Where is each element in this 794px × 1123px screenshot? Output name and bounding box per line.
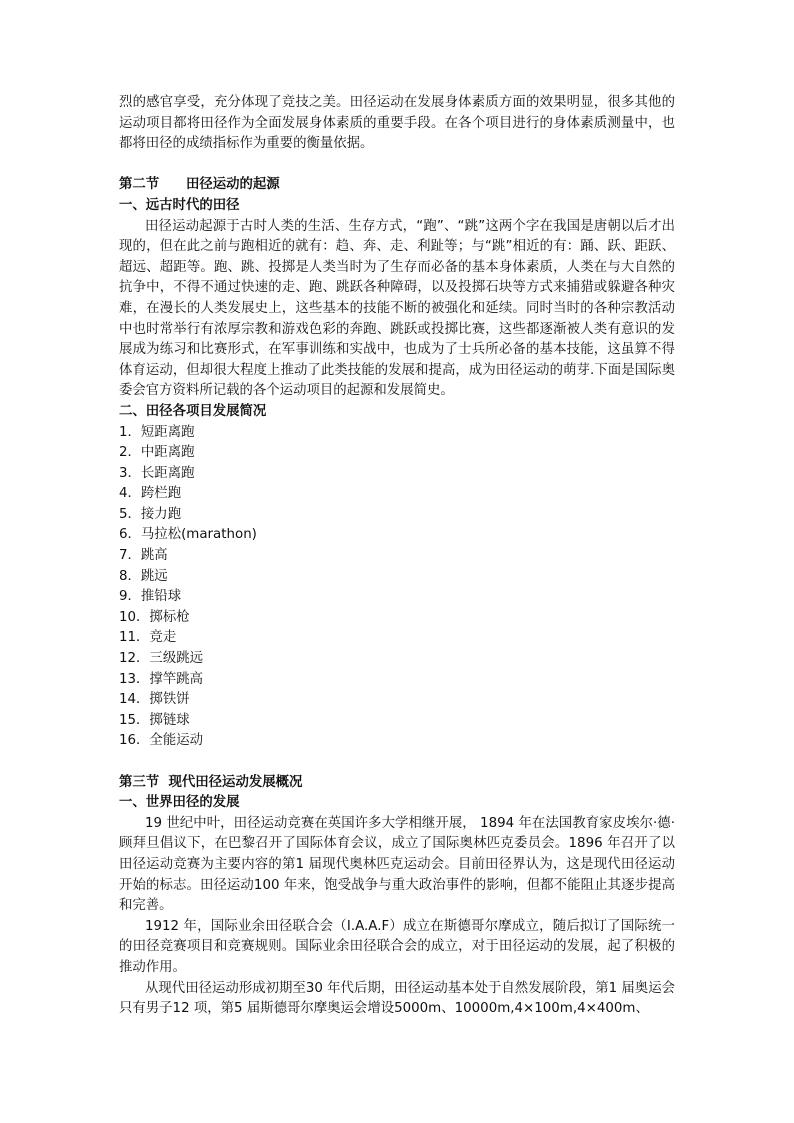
event-list-item: 8．跳远 <box>119 568 168 584</box>
event-list-item: 10．掷标枪 <box>119 609 190 625</box>
event-list-item: 4．跨栏跑 <box>119 486 182 502</box>
event-list-item: 6．马拉松(marathon) <box>119 527 257 543</box>
world-athletics-paragraph-2: 1912 年，国际业余田径联合会（I.A.A.F）成立在斯德哥尔摩成立，随后拟订了国际统一的田径竞赛项目和竞赛规则。国际业余田径联合会的成立，对于田径运动的发展，起了积极的推动作用。 <box>119 918 675 975</box>
event-list-item: 14．掷铁饼 <box>119 692 190 708</box>
event-list-item: 13．撑竿跳高 <box>119 671 203 687</box>
intro-paragraph: 烈的感官享受，充分体现了竞技之美。田径运动在发展身体素质方面的效果明显，很多其他的运动项目都将田径作为全面发展身体素质的重要手段。在各个项目进行的身体素质测量中，也都将田径的成绩指标作为重要的衡量依据。 <box>119 95 675 152</box>
world-athletics-paragraph-3: 从现代田径运动形成初期至30 年代后期，田径运动基本处于自然发展阶段，第1 届奥运会只有男子12 项，第5 届斯德哥尔摩奥运会增设5000m、10000m,4×100m,4×400m、 <box>119 980 675 1017</box>
event-list-item: 1．短距离跑 <box>119 424 195 440</box>
event-list-item: 16．全能运动 <box>119 733 203 749</box>
event-list-item: 3．长距离跑 <box>119 465 195 481</box>
event-list-item: 2．中距离跑 <box>119 445 195 461</box>
event-list-item: 7．跳高 <box>119 548 168 564</box>
section-2-subheading-2: 二、田径各项目发展简况 <box>119 403 267 419</box>
section-3-subheading-1: 一、世界田径的发展 <box>119 795 240 811</box>
section-3-title: 第三节 现代田径运动发展概况 <box>119 774 303 790</box>
event-list-item: 11．竞走 <box>119 630 177 646</box>
event-list-item: 9．推铅球 <box>119 589 182 605</box>
event-list-item: 5．接力跑 <box>119 506 182 522</box>
event-list <box>119 423 675 753</box>
origin-paragraph: 田径运动起源于古时人类的生活、生存方式，“跑”、“跳”这两个字在我国是唐朝以后才出现的，但在此之前与跑相近的就有：趋、奔、走、利趾等；与“跳”相近的有：踊、跃、距跃、超远、超距等。跑、跳、投掷是人类当时为了生存而必备的基本身体素质，人类在与大自然的抗争中，不得不通过快速的走、跑、跳跃各种障碍，以及投掷石块等方式来捕猎或躲避各种灾难，在漫长的人类发展史上，这些基本的技能不断的被强化和延续。同时当时的各种宗教活动中也时常举行有浓厚宗教和游戏色彩的奔跑、跳跃或投掷比赛，这些都逐渐被人类有意识的发展成为练习和比赛形式，在军事训练和实战中，也成为了士兵所必备的基本技能，这虽算不得体育运动，但却很大程度上推动了此类技能的发展和提高，成为田径运动的萌芽.下面是国际奥委会官方资料所记载的各个运动项目的起源和发展简史。 <box>119 218 675 399</box>
document-page <box>119 93 675 1020</box>
world-athletics-paragraph-1: 19 世纪中叶，田径运动竞赛在英国许多大学相继开展， 1894 年在法国教育家皮埃尔·德·顾拜旦倡议下，在巴黎召开了国际体育会议，成立了国际奥林匹克委员会。1896 年召开了以田径运动竞赛为主要内容的第1 届现代奥林匹克运动会。目前田径界认为，这是现代田径运动开始的标志。田径运动100 年来，饱受战争与重大政治事件的影响，但都不能阻止其逐步提高和完善。 <box>119 815 675 914</box>
section-2-subheading-1: 一、远古时代的田径 <box>119 197 240 213</box>
section-2-title: 第二节 田径运动的起源 <box>119 177 280 193</box>
event-list-item: 12．三级跳远 <box>119 651 203 667</box>
event-list-item: 15．掷链球 <box>119 712 190 728</box>
spacer <box>119 752 675 773</box>
spacer <box>119 155 675 176</box>
